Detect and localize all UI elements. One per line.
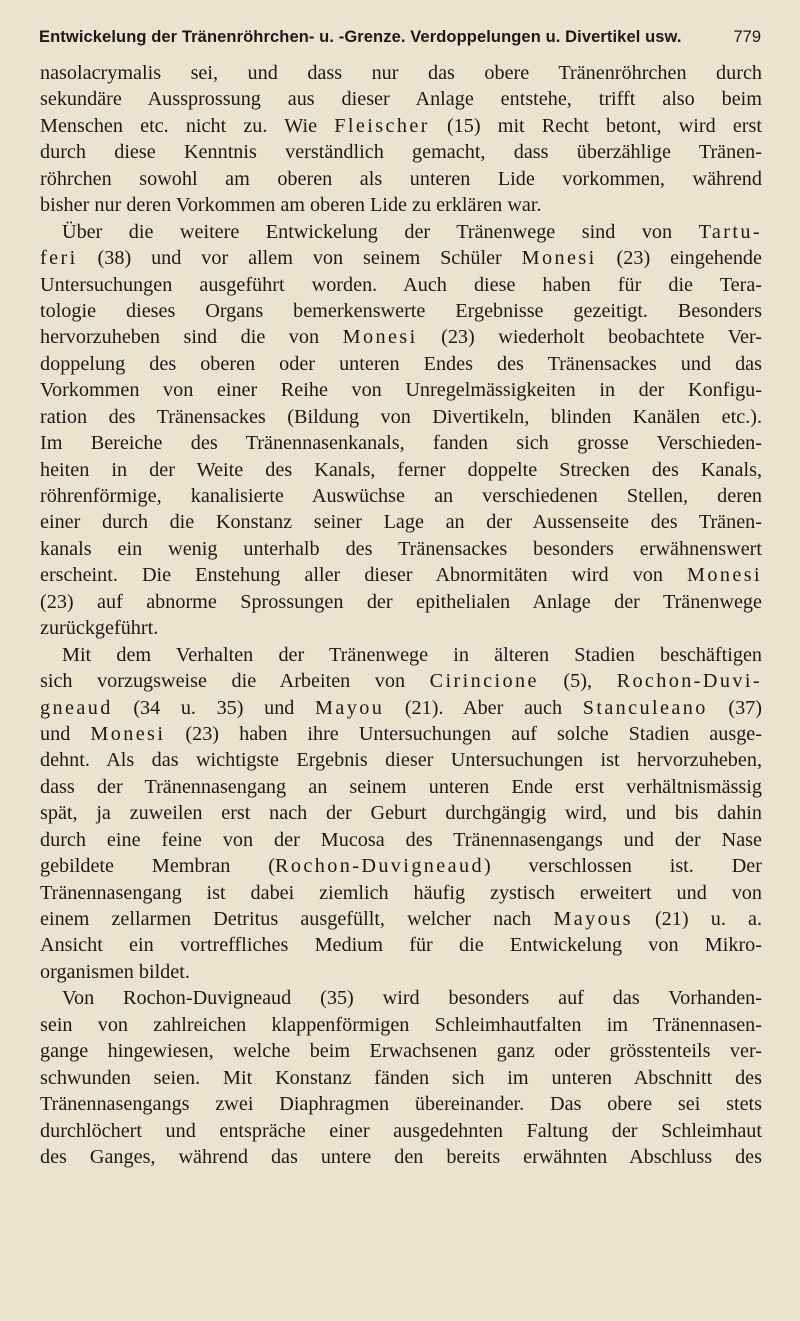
author-name: Monesi [90,722,166,745]
text-segment: des Ganges, während das untere den bereits erwähnten Abschluss des [40,1145,762,1168]
text-line [40,932,762,958]
text-segment: gebildete Membran ( [40,855,276,878]
running-head-title: Entwickelung der Tränenröhrchen- u. -Grenze. Verdoppelungen u. Divertikel usw. [39,28,682,46]
text-segment: heiten in der Weite des Kanals, ferner doppelte Strecken des Kanals, [40,458,762,481]
text-segment: Vorkommen von einer Reihe von Unregelmässigkeiten in der Konfigu- [40,379,762,402]
author-name: gneaud [40,696,113,719]
text-line [40,985,762,1011]
text-line [40,139,762,165]
author-name: Monesi [687,564,762,587]
text-segment: (23) auf abnorme Sprossungen der epithelialen Anlage der Tränenwege [40,590,762,613]
text-segment: dass der Tränennasengang an seinem unteren Ende erst verhältnismässig [40,775,762,798]
text-line [40,959,762,985]
text-line [40,166,762,192]
author-name: Cirincione [429,670,539,693]
text-segment: (15) mit Recht betont, wird erst [429,114,762,137]
text-segment: durchlöchert und entspräche einer ausgedehnten Faltung der Schleimhaut [40,1119,762,1142]
text-segment: hervorzuheben sind die von [40,326,343,349]
text-line [40,113,762,139]
text-line [40,880,762,906]
text-segment: ) verschlossen ist. Der [484,855,762,878]
text-line [40,351,762,377]
text-line [40,562,762,588]
author-name: Fleischer [334,114,430,137]
author-name: Stanculeano [582,696,708,719]
text-segment: Tränennasengangs zwei Diaphragmen übereinander. Das obere sei stets [40,1093,762,1116]
text-line [40,615,762,641]
text-segment: sich vorzugsweise die Arbeiten von [40,670,430,693]
text-segment: durch eine feine von der Mucosa des Tränennasengangs und der Nase [40,828,762,851]
text-segment: (35) wird besonders auf das Vorhanden- [291,987,762,1010]
text-segment: tologie dieses Organs bemerkenswerte Ergebnisse gezeitigt. Besonders [40,299,762,322]
text-line [40,721,762,747]
text-line [40,457,762,483]
text-line [40,589,762,615]
text-line [40,642,762,668]
text-line [40,1118,762,1144]
text-segment: Rochon-Duvigneaud [123,987,292,1010]
text-segment: Menschen etc. nicht zu. Wie [40,114,335,137]
text-segment: sein von zahlreichen klappenförmigen Schleimhautfalten im Tränennasen- [40,1013,762,1036]
text-segment: (23) wiederholt beobachtete Ver- [417,326,762,349]
text-segment: (21). Aber auch [384,696,583,719]
author-name: Monesi [521,247,597,270]
text-line [40,404,762,430]
text-segment: Mit dem Verhalten der Tränenwege in älteren Stadien beschäftigen [62,643,762,666]
author-name: Rochon-Duvigneaud [275,855,485,878]
text-line [40,906,762,932]
author-name: Mayou [315,696,385,719]
text-segment: (21) u. a. [632,908,762,930]
text-line [40,272,762,298]
text-segment: dehnt. Als das wichtigste Ergebnis dieser Untersuchungen ist hervorzuheben, [40,749,762,772]
text-line [40,536,762,562]
text-line [40,377,762,403]
body-text [40,60,762,1170]
text-line [40,86,762,112]
text-line [40,800,762,826]
text-line [40,827,762,853]
text-line [40,747,762,773]
text-segment: (23) eingehende [596,247,762,270]
text-segment: (5), [538,670,617,693]
text-line [40,298,762,324]
text-segment: gange hingewiesen, welche beim Erwachsenen ganz oder grösstenteils ver- [40,1040,762,1063]
text-segment: (23) haben ihre Untersuchungen auf solche Stadien ausge- [165,722,762,745]
text-segment: Über die weitere Entwickelung der Tränenwege sind von [62,220,699,243]
text-segment: schwunden seien. Mit Konstanz fänden sich im unteren Abschnitt des [40,1066,762,1089]
text-segment: Untersuchungen ausgeführt worden. Auch diese haben für die Tera- [40,273,762,296]
text-segment: Tränennasengang ist dabei ziemlich häufig zystisch erweitert und von [40,881,762,904]
text-line [40,853,762,879]
text-segment: zurückgeführt. [40,617,159,640]
text-segment: kanals ein wenig unterhalb des Tränensackes besonders erwähnenswert [40,537,762,560]
text-segment: Ansicht ein vortreffliches Medium für die Entwickelung von Mikro- [40,934,762,957]
page-number: 779 [733,28,761,46]
text-line [40,1091,762,1117]
text-segment: röhrchen sowohl am oberen als unteren Lide vorkommen, während [40,167,762,190]
author-name: Rochon-Duvi- [616,670,762,693]
text-segment: Im Bereiche des Tränennasenkanals, fanden sich grosse Verschieden- [40,432,762,455]
text-segment: (34 u. 35) und [112,696,315,719]
text-line [40,219,762,245]
text-segment: und [40,722,91,745]
text-line [40,1012,762,1038]
text-line [40,668,762,694]
text-segment: (37) [707,696,762,719]
text-segment: röhrenförmige, kanalisierte Auswüchse an verschiedenen Stellen, deren [40,485,762,507]
text-segment: spät, ja zuweilen erst nach der Geburt durchgängig wird, und bis dahin [40,802,762,825]
text-segment: einem zellarmen Detritus ausgefüllt, welcher nach [40,908,554,930]
author-name: Mayous [553,908,633,930]
author-name: Tartu- [698,220,762,243]
text-line [40,695,762,721]
text-line [40,430,762,456]
text-segment: einer durch die Konstanz seiner Lage an der Aussenseite des Tränen- [40,511,762,534]
text-segment: doppelung des oberen oder unteren Endes des Tränensackes und das [40,352,762,375]
text-line [40,774,762,800]
text-segment: erscheint. Die Enstehung aller dieser Abnormitäten wird von [40,564,688,587]
author-name: Monesi [342,326,418,349]
text-line [40,483,762,509]
text-segment: bisher nur deren Vorkommen am oberen Lide zu erklären war. [40,194,542,217]
author-name: feri [40,247,78,270]
text-line [40,1065,762,1091]
text-line [40,1144,762,1170]
text-segment: (38) und vor allem von seinem Schüler [77,247,522,270]
text-segment: sekundäre Aussprossung aus dieser Anlage entstehe, trifft also beim [40,88,762,111]
text-segment: ration des Tränensackes (Bildung von Divertikeln, blinden Kanälen etc.). [40,405,762,428]
text-line [40,324,762,350]
text-segment: Von [62,987,124,1010]
text-segment: nasolacrymalis sei, und dass nur das obere Tränenröhrchen durch [40,62,762,84]
text-line [40,245,762,271]
text-line [40,1038,762,1064]
text-segment: durch diese Kenntnis verständlich gemacht, dass überzählige Tränen- [40,141,762,164]
text-line [40,60,762,86]
running-head [39,22,761,52]
text-segment: organismen bildet. [40,960,190,983]
text-line [40,509,762,535]
text-line [40,192,762,218]
